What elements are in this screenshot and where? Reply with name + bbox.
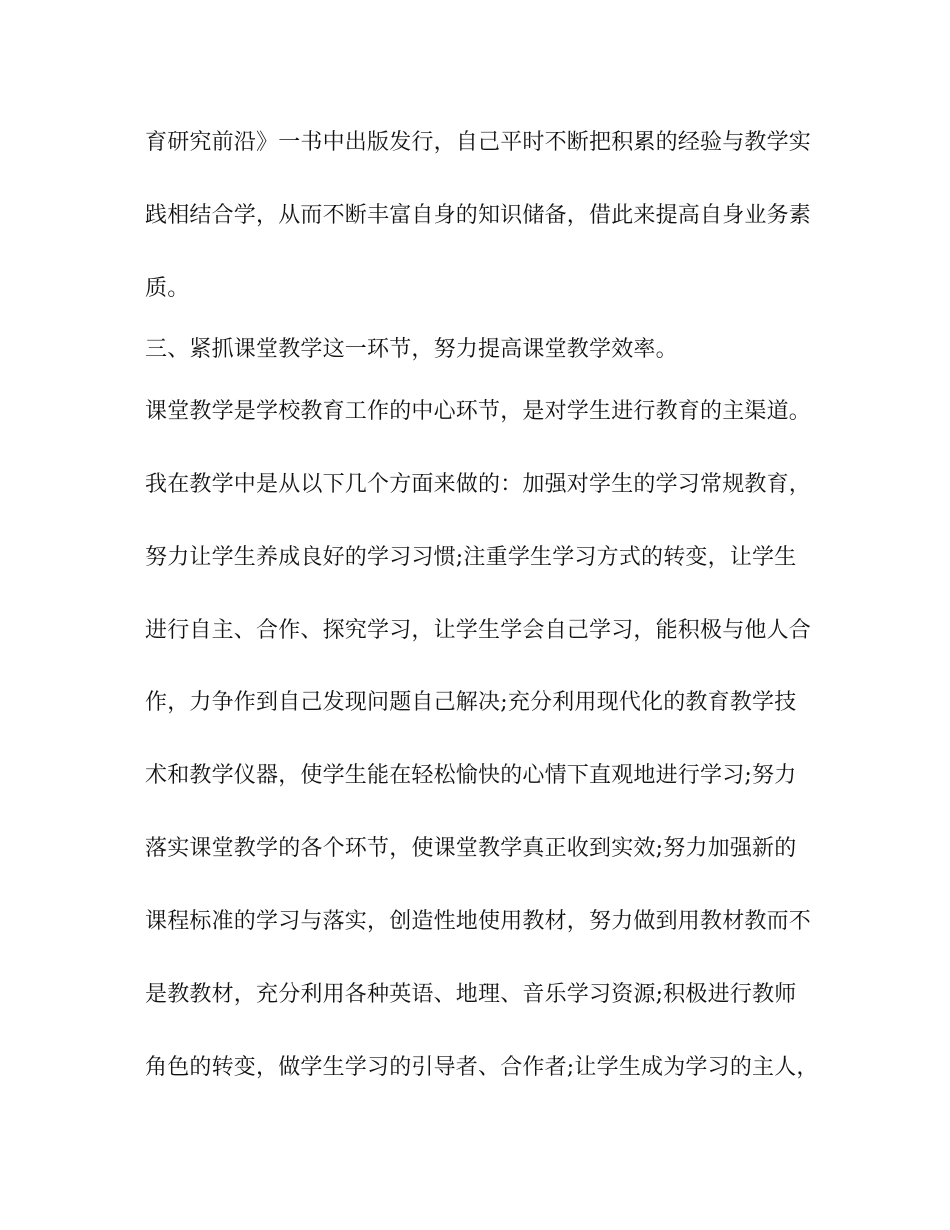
paragraph-line: 质。 [145,276,190,301]
section-heading: 三、紧抓课堂教学这一环节，努力提高课堂教学效率。 [145,337,678,362]
paragraph-line: 我在教学中是从以下几个方面来做的：加强对学生的学习常规教育， [145,472,812,497]
paragraph-line: 角色的转变，做学生学习的引导者、合作者;让学生成为学习的主人， [145,1055,819,1080]
paragraph-line: 践相结合学，从而不断丰富自身的知识储备，借此来提高自身业务素 [145,203,812,228]
paragraph-line: 进行自主、合作、探究学习，让学生学会自己学习，能积极与他人合 [145,618,812,643]
paragraph-line: 是教教材，充分利用各种英语、地理、音乐学习资源;积极进行教师 [145,982,797,1007]
paragraph-line: 课堂教学是学校教育工作的中心环节，是对学生进行教育的主渠道。 [145,399,812,424]
paragraph-line: 落实课堂教学的各个环节，使课堂教学真正收到实效;努力加强新的 [145,836,797,861]
paragraph-line: 作，力争作到自己发现问题自己解决;充分利用现代化的教育教学技 [145,690,797,715]
paragraph-line: 术和教学仪器，使学生能在轻松愉快的心情下直观地进行学习;努力 [145,763,797,788]
paragraph-line: 课程标准的学习与落实，创造性地使用教材，努力做到用教材教而不 [145,909,812,934]
paragraph-line: 育研究前沿》一书中出版发行，自己平时不断把积累的经验与教学实 [145,130,812,155]
paragraph-line: 努力让学生养成良好的学习习惯;注重学生学习方式的转变，让学生 [145,545,797,570]
